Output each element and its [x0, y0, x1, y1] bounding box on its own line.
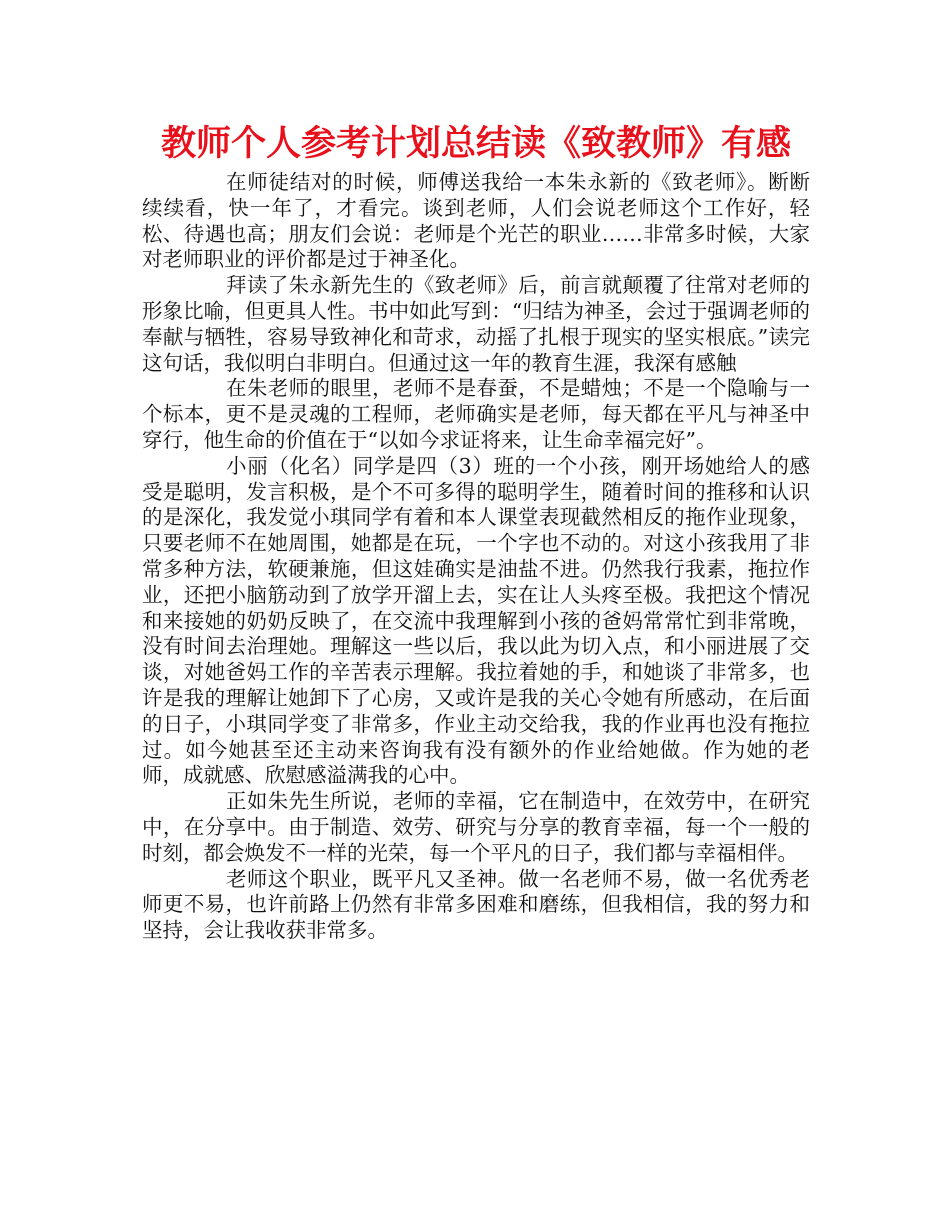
- paragraph-6: 老师这个职业，既平凡又圣神。做一名老师不易，做一名优秀老师更不易，也许前路上仍然有非常多困难和磨练，但我相信，我的努力和坚持，会让我收获非常多。: [142, 866, 810, 943]
- document-title: 教师个人参考计划总结读《致教师》有感: [160, 124, 791, 164]
- document-page: [142, 118, 810, 944]
- paragraph-4: 小丽（化名）同学是四（3）班的一个小孩，刚开场她给人的感受是聪明，发言积极，是个不可多得的聪明学生，随着时间的推移和认识的是深化，我发觉小琪同学有着和本人课堂表现截然相反的拖作业现象，只要老师不在她周围，她都是在玩，一个字也不动的。对这小孩我用了非常多种方法，软硬兼施，但这娃确实是油盐不进。仍然我行我素，拖拉作业，还把小脑筋动到了放学开溜上去，实在让人头疼至极。我把这个情况和来接她的奶奶反映了，在交流中我理解到小孩的爸妈常常忙到非常晚，没有时间去治理她。理解这一些以后，我以此为切入点，和小丽进展了交谈，对她爸妈工作的辛苦表示理解。我拉着她的手，和她谈了非常多，也许是我的理解让她卸下了心房，又或许是我的关心令她有所感动，在后面的日子，小琪同学变了非常多，作业主动交给我，我的作业再也没有拖拉过。如今她甚至还主动来咨询我有没有额外的作业给她做。作为她的老师，成就感、欣慰感溢满我的心中。: [142, 453, 810, 788]
- paragraph-2: 拜读了朱永新先生的《致老师》后，前言就颠覆了往常对老师的形象比喻，但更具人性。书中如此写到：“归结为神圣，会过于强调老师的奉献与牺牲，容易导致神化和苛求，动摇了扎根于现实的坚实根底。”读完这句话，我似明白非明白。但通过这一年的教育生涯，我深有感触: [142, 273, 810, 375]
- paragraph-3: 在朱老师的眼里，老师不是春蚕，不是蜡烛；不是一个隐喻与一个标本，更不是灵魂的工程师，老师确实是老师，每天都在平凡与神圣中穿行，他生命的价值在于“以如今求证将来，让生命幸福完好”。: [142, 376, 810, 452]
- paragraph-1: 在师徒结对的时候，师傅送我给一本朱永新的《致老师》。断断续续看，快一年了，才看完。谈到老师，人们会说老师这个工作好，轻松、待遇也高；朋友们会说：老师是个光芒的职业……非常多时候，大家对老师职业的评价都是过于神圣化。: [142, 170, 810, 272]
- paragraph-5: 正如朱先生所说，老师的幸福，它在制造中，在效劳中，在研究中，在分享中。由于制造、效劳、研究与分享的教育幸福，每一个一般的时刻，都会焕发不一样的光荣，每一个平凡的日子，我们都与幸福相伴。: [142, 789, 810, 865]
